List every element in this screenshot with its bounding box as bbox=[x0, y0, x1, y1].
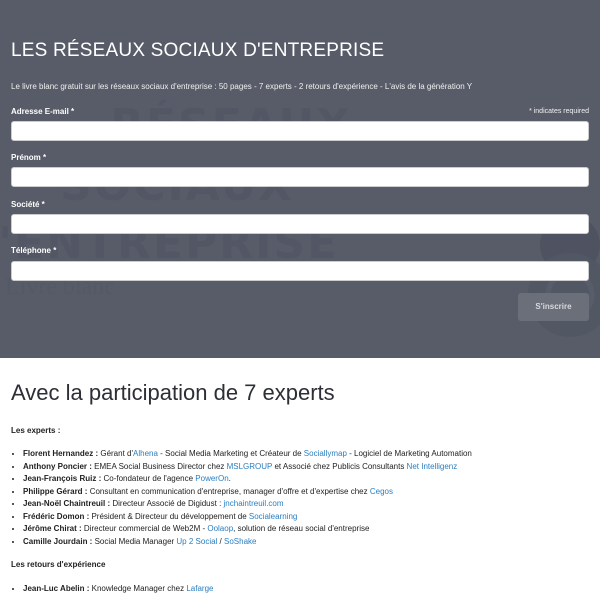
experts-list bbox=[11, 448, 472, 548]
experts-link[interactable]: Socialearning bbox=[248, 511, 298, 521]
experts-link[interactable]: Sociallymap bbox=[303, 449, 347, 458]
experts-link[interactable]: PowerOn bbox=[195, 474, 229, 483]
experts-text: - Logiciel de Marketing Automation bbox=[346, 449, 472, 458]
experts-name: Anthony Poncier : bbox=[23, 461, 92, 471]
experts-name: Jérôme Chirat : bbox=[23, 524, 82, 533]
feedback-link[interactable]: Lafarge bbox=[186, 584, 214, 593]
page-title: LES RÉSEAUX SOCIAUX D'ENTREPRISE bbox=[11, 40, 385, 61]
feedback-item bbox=[23, 583, 213, 596]
required-note: * indicates required bbox=[529, 108, 589, 115]
experts-item bbox=[23, 448, 472, 461]
experts-link[interactable]: SoShake bbox=[224, 536, 257, 546]
section-heading: Avec la participation de 7 experts bbox=[11, 380, 335, 405]
experts-name: Jean-Noël Chaintreuil : bbox=[23, 499, 111, 508]
company-field[interactable] bbox=[11, 214, 589, 234]
feedback-text: Knowledge Manager chez bbox=[89, 584, 187, 593]
experts-link[interactable]: Alhena bbox=[133, 449, 158, 458]
email-label: Adresse E-mail * bbox=[11, 107, 75, 116]
experts-text: Gérant d' bbox=[98, 449, 134, 458]
experts-text: Directeur commercial de Web2M - bbox=[81, 524, 208, 533]
experts-link[interactable]: Cegos bbox=[369, 486, 393, 496]
experts-item bbox=[23, 511, 472, 524]
experts-text: Directeur Associé de Digidust : bbox=[110, 499, 224, 508]
experts-name: Frédéric Domon : bbox=[23, 511, 90, 521]
experts-text: Président & Directeur du développement de bbox=[89, 511, 249, 521]
page-description: Le livre blanc gratuit sur les réseaux sociaux d'entreprise : 50 pages - 7 experts - 2 retours d'expérience - L'avis de la génération Y bbox=[11, 82, 473, 91]
experts-item bbox=[23, 486, 472, 499]
feedback-name: Jean-Luc Abelin : bbox=[23, 584, 90, 593]
email-field[interactable] bbox=[11, 121, 589, 141]
phone-field[interactable] bbox=[11, 261, 589, 281]
company-label: Société * bbox=[11, 200, 45, 209]
experts-title: Les experts : bbox=[11, 426, 61, 435]
experts-text: EMEA Social Business Director chez bbox=[91, 461, 227, 471]
experts-text: Consultant en communication d'entreprise, manager d'offre et d'expertise chez bbox=[87, 486, 370, 496]
firstname-field[interactable] bbox=[11, 167, 589, 187]
experts-item bbox=[23, 536, 472, 549]
phone-label: Téléphone * bbox=[11, 246, 57, 255]
experts-item bbox=[23, 461, 472, 474]
experts-text: Social Media Manager bbox=[92, 536, 177, 546]
experts-text: Co-fondateur de l'agence bbox=[101, 474, 196, 483]
experts-text: et Associé chez Publicis Consultants bbox=[272, 461, 407, 471]
experts-text: , solution de réseau social d'entreprise bbox=[233, 524, 370, 533]
experts-link[interactable]: Oolaop bbox=[207, 524, 234, 533]
experts-name: Philippe Gérard : bbox=[23, 486, 88, 496]
experts-name: Camille Jourdain : bbox=[23, 536, 93, 546]
experts-text: / bbox=[217, 536, 224, 546]
experts-link[interactable]: Up 2 Social bbox=[176, 536, 218, 546]
experts-link[interactable]: MSLGROUP bbox=[226, 461, 273, 471]
submit-button[interactable]: S'inscrire bbox=[518, 293, 589, 321]
experts-text: . bbox=[228, 474, 231, 483]
experts-item bbox=[23, 473, 472, 486]
experts-text: - Social Media Marketing et Créateur de bbox=[157, 449, 304, 458]
experts-link[interactable]: Net Intelligenz bbox=[406, 461, 458, 471]
firstname-label: Prénom * bbox=[11, 153, 47, 162]
feedback-title: Les retours d'expérience bbox=[11, 560, 106, 569]
experts-name: Florent Hernandez : bbox=[23, 449, 99, 458]
experts-item bbox=[23, 498, 472, 511]
experts-link[interactable]: jnchaintreuil.com bbox=[223, 499, 284, 508]
experts-name: Jean-François Ruiz : bbox=[23, 474, 102, 483]
feedback-list bbox=[11, 583, 213, 596]
experts-item bbox=[23, 523, 472, 536]
